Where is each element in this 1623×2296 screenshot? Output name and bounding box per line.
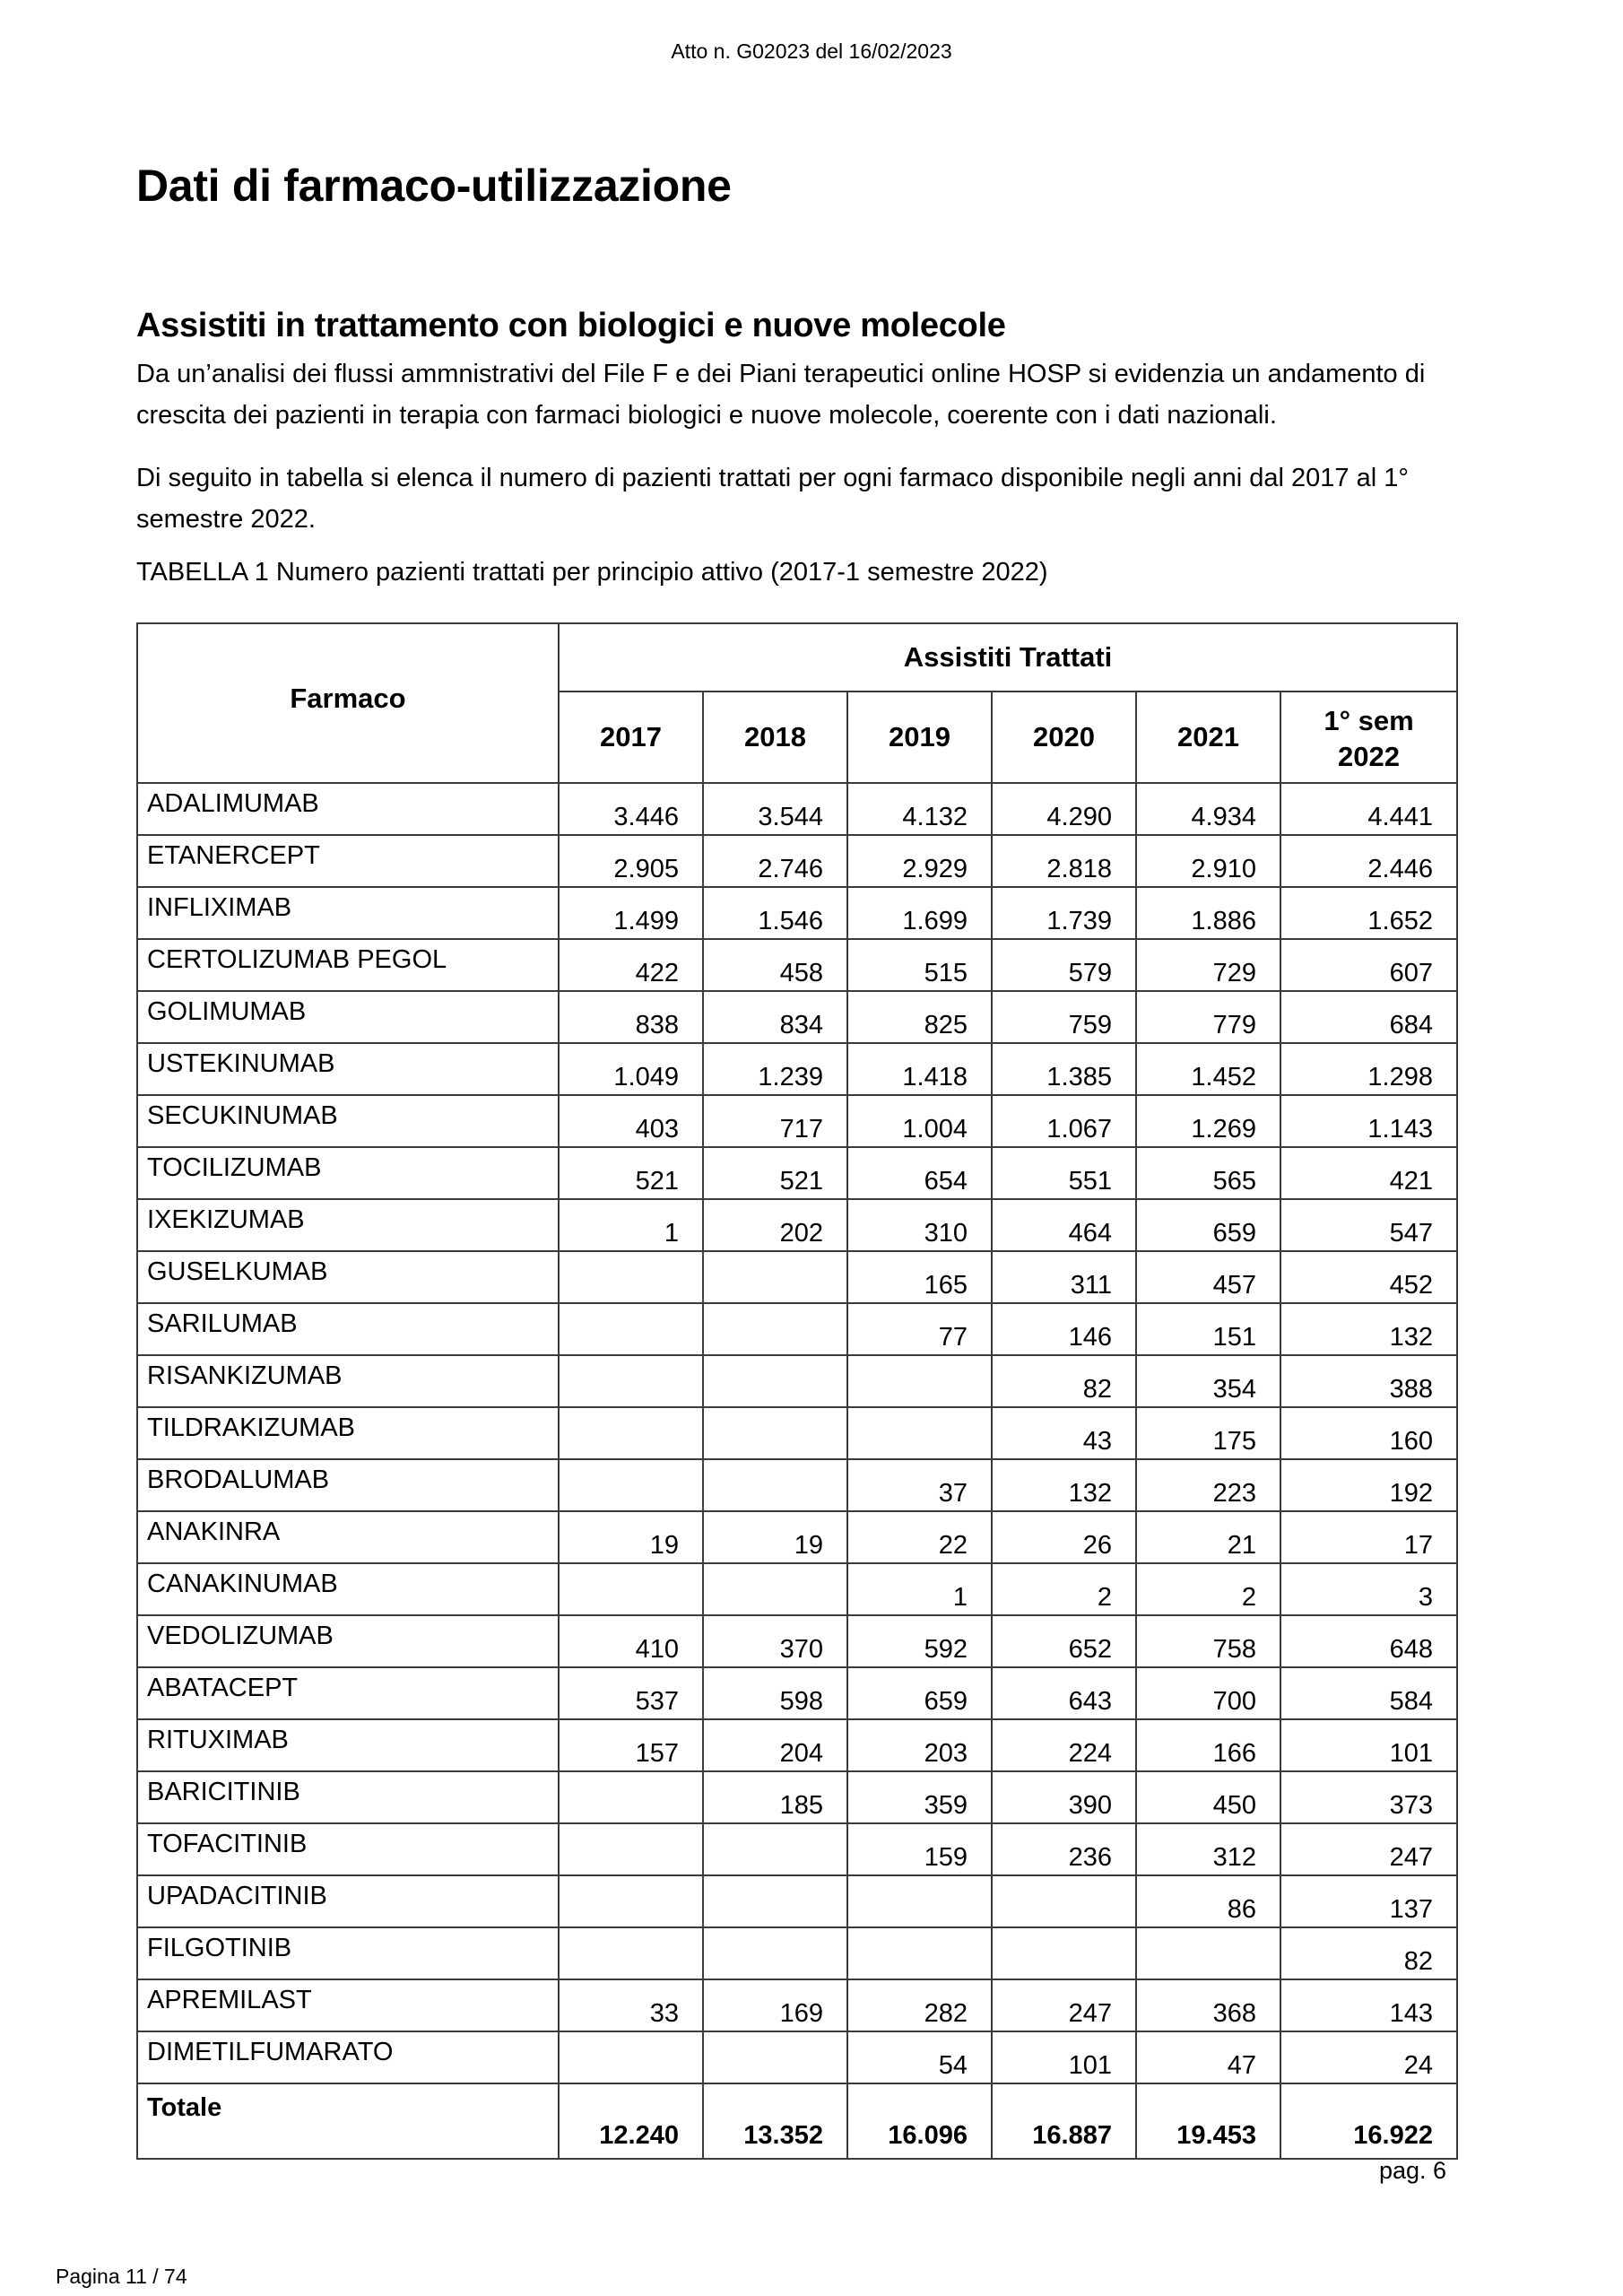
- table-row: [137, 1667, 1457, 1719]
- value-cell: [559, 1407, 703, 1459]
- value-cell: [847, 1927, 992, 1979]
- section-heading: Assistiti in trattamento con biologici e nuove molecole: [136, 307, 1006, 344]
- drug-name-cell: ETANERCEPT: [137, 835, 559, 887]
- table-row: [137, 1979, 1457, 2031]
- value-cell: 1.886: [1136, 887, 1280, 939]
- total-row: [137, 2083, 1457, 2159]
- value-cell: 659: [847, 1667, 992, 1719]
- value-cell: 1.004: [847, 1095, 992, 1147]
- value-cell: [559, 1355, 703, 1407]
- table-intro-paragraph: Di seguito in tabella si elenca il numero di pazienti trattati per ogni farmaco disponibile negli anni dal 2017 al 1° semestre 2022.: [136, 464, 1409, 534]
- drug-name-cell: CANAKINUMAB: [137, 1563, 559, 1615]
- value-cell: 101: [992, 2031, 1136, 2083]
- drug-name-cell: GOLIMUMAB: [137, 991, 559, 1043]
- value-cell: 132: [992, 1459, 1136, 1511]
- value-cell: [1136, 1927, 1280, 1979]
- table-row: [137, 2031, 1457, 2083]
- value-cell: 312: [1136, 1823, 1280, 1875]
- value-cell: 43: [992, 1407, 1136, 1459]
- table-row: [137, 1251, 1457, 1303]
- value-cell: [847, 1875, 992, 1927]
- value-cell: 521: [703, 1147, 847, 1199]
- drug-name-cell: APREMILAST: [137, 1979, 559, 2031]
- value-cell: 537: [559, 1667, 703, 1719]
- value-cell: 160: [1280, 1407, 1457, 1459]
- farmaco-header: Farmaco: [137, 623, 559, 783]
- value-cell: 547: [1280, 1199, 1457, 1251]
- value-cell: 169: [703, 1979, 847, 2031]
- table-row: [137, 1875, 1457, 1927]
- table-row: [137, 1199, 1457, 1251]
- value-cell: 659: [1136, 1199, 1280, 1251]
- value-cell: [559, 1771, 703, 1823]
- value-cell: 16.887: [992, 2083, 1136, 2159]
- value-cell: 2: [992, 1563, 1136, 1615]
- drug-name-cell: VEDOLIZUMAB: [137, 1615, 559, 1667]
- table-row: [137, 939, 1457, 991]
- table-row: [137, 1823, 1457, 1875]
- value-cell: 203: [847, 1719, 992, 1771]
- table-row: [137, 1563, 1457, 1615]
- year-header: 2021: [1136, 691, 1280, 783]
- value-cell: 19.453: [1136, 2083, 1280, 2159]
- year-header: 2018: [703, 691, 847, 783]
- value-cell: 410: [559, 1615, 703, 1667]
- value-cell: 204: [703, 1719, 847, 1771]
- value-cell: 1.652: [1280, 887, 1457, 939]
- value-cell: [703, 2031, 847, 2083]
- value-cell: [703, 1563, 847, 1615]
- value-cell: 684: [1280, 991, 1457, 1043]
- value-cell: 4.132: [847, 783, 992, 835]
- value-cell: 579: [992, 939, 1136, 991]
- value-cell: 551: [992, 1147, 1136, 1199]
- value-cell: 458: [703, 939, 847, 991]
- value-cell: 515: [847, 939, 992, 991]
- value-cell: 643: [992, 1667, 1136, 1719]
- drug-name-cell: IXEKIZUMAB: [137, 1199, 559, 1251]
- value-cell: 24: [1280, 2031, 1457, 2083]
- drug-name-cell: SECUKINUMAB: [137, 1095, 559, 1147]
- value-cell: [559, 2031, 703, 2083]
- value-cell: 648: [1280, 1615, 1457, 1667]
- table-row: [137, 783, 1457, 835]
- table-row: [137, 1407, 1457, 1459]
- value-cell: 1.067: [992, 1095, 1136, 1147]
- sem-year: 2022: [1338, 741, 1400, 772]
- value-cell: 1.739: [992, 887, 1136, 939]
- value-cell: 1.546: [703, 887, 847, 939]
- value-cell: [703, 1875, 847, 1927]
- value-cell: 17: [1280, 1511, 1457, 1563]
- drug-name-cell: TOCILIZUMAB: [137, 1147, 559, 1199]
- table-row: [137, 1719, 1457, 1771]
- value-cell: 373: [1280, 1771, 1457, 1823]
- value-cell: 421: [1280, 1147, 1457, 1199]
- value-cell: 2.905: [559, 835, 703, 887]
- value-cell: 137: [1280, 1875, 1457, 1927]
- value-cell: 4.934: [1136, 783, 1280, 835]
- table-row: [137, 1147, 1457, 1199]
- sem-label: 1° sem: [1324, 705, 1414, 736]
- value-cell: 1: [847, 1563, 992, 1615]
- value-cell: 584: [1280, 1667, 1457, 1719]
- value-cell: 132: [1280, 1303, 1457, 1355]
- value-cell: 247: [992, 1979, 1136, 2031]
- value-cell: 143: [1280, 1979, 1457, 2031]
- value-cell: 1.269: [1136, 1095, 1280, 1147]
- value-cell: 77: [847, 1303, 992, 1355]
- table-row: [137, 1511, 1457, 1563]
- value-cell: [847, 1355, 992, 1407]
- value-cell: 202: [703, 1199, 847, 1251]
- value-cell: 3: [1280, 1563, 1457, 1615]
- drug-name-cell: USTEKINUMAB: [137, 1043, 559, 1095]
- value-cell: [703, 1459, 847, 1511]
- value-cell: 834: [703, 991, 847, 1043]
- value-cell: 1.499: [559, 887, 703, 939]
- value-cell: [992, 1875, 1136, 1927]
- value-cell: 1.418: [847, 1043, 992, 1095]
- drug-name-cell: INFLIXIMAB: [137, 887, 559, 939]
- drug-name-cell: ANAKINRA: [137, 1511, 559, 1563]
- drug-name-cell: CERTOLIZUMAB PEGOL: [137, 939, 559, 991]
- value-cell: [703, 1823, 847, 1875]
- drug-name-cell: RISANKIZUMAB: [137, 1355, 559, 1407]
- value-cell: 464: [992, 1199, 1136, 1251]
- value-cell: [992, 1927, 1136, 1979]
- drug-name-cell: DIMETILFUMARATO: [137, 2031, 559, 2083]
- value-cell: 758: [1136, 1615, 1280, 1667]
- value-cell: 16.096: [847, 2083, 992, 2159]
- table-row: [137, 835, 1457, 887]
- table-row: [137, 1927, 1457, 1979]
- value-cell: [559, 1563, 703, 1615]
- value-cell: [559, 1823, 703, 1875]
- value-cell: 1.452: [1136, 1043, 1280, 1095]
- value-cell: 1.699: [847, 887, 992, 939]
- value-cell: 838: [559, 991, 703, 1043]
- value-cell: 236: [992, 1823, 1136, 1875]
- table-row: [137, 1355, 1457, 1407]
- value-cell: 607: [1280, 939, 1457, 991]
- drug-name-cell: TILDRAKIZUMAB: [137, 1407, 559, 1459]
- value-cell: 86: [1136, 1875, 1280, 1927]
- table-row: [137, 1771, 1457, 1823]
- value-cell: 390: [992, 1771, 1136, 1823]
- intro-paragraph: Da un’analisi dei flussi ammnistrativi del File F e dei Piani terapeutici online HOSP si evidenzia un andamento di crescita dei pazienti in terapia con farmaci biologici e nuove molecole, coerente con i dati nazionali.: [136, 360, 1426, 430]
- value-cell: [559, 1251, 703, 1303]
- value-cell: 101: [1280, 1719, 1457, 1771]
- value-cell: 16.922: [1280, 2083, 1457, 2159]
- value-cell: 598: [703, 1667, 847, 1719]
- value-cell: 654: [847, 1147, 992, 1199]
- value-cell: 368: [1136, 1979, 1280, 2031]
- table-row: [137, 991, 1457, 1043]
- value-cell: 311: [992, 1251, 1136, 1303]
- value-cell: 388: [1280, 1355, 1457, 1407]
- value-cell: [703, 1303, 847, 1355]
- value-cell: 12.240: [559, 2083, 703, 2159]
- table-body: [137, 783, 1457, 2159]
- value-cell: 457: [1136, 1251, 1280, 1303]
- value-cell: 354: [1136, 1355, 1280, 1407]
- value-cell: 82: [1280, 1927, 1457, 1979]
- value-cell: 2.746: [703, 835, 847, 887]
- drug-name-cell: BRODALUMAB: [137, 1459, 559, 1511]
- value-cell: 151: [1136, 1303, 1280, 1355]
- value-cell: 185: [703, 1771, 847, 1823]
- table-row: [137, 1303, 1457, 1355]
- value-cell: 2.818: [992, 835, 1136, 887]
- drug-name-cell: FILGOTINIB: [137, 1927, 559, 1979]
- value-cell: 175: [1136, 1407, 1280, 1459]
- value-cell: [559, 1459, 703, 1511]
- value-cell: [559, 1303, 703, 1355]
- drug-name-cell: ADALIMUMAB: [137, 783, 559, 835]
- drug-name-cell: Totale: [137, 2083, 559, 2159]
- year-header: 2020: [992, 691, 1136, 783]
- year-header: 2019: [847, 691, 992, 783]
- year-header-sem: [1280, 691, 1457, 783]
- drug-name-cell: GUSELKUMAB: [137, 1251, 559, 1303]
- value-cell: 3.446: [559, 783, 703, 835]
- value-cell: 565: [1136, 1147, 1280, 1199]
- value-cell: 652: [992, 1615, 1136, 1667]
- drug-name-cell: RITUXIMAB: [137, 1719, 559, 1771]
- value-cell: 26: [992, 1511, 1136, 1563]
- value-cell: 2.446: [1280, 835, 1457, 887]
- value-cell: 192: [1280, 1459, 1457, 1511]
- value-cell: 717: [703, 1095, 847, 1147]
- value-cell: 729: [1136, 939, 1280, 991]
- value-cell: 166: [1136, 1719, 1280, 1771]
- patients-table: [136, 622, 1458, 2160]
- value-cell: 82: [992, 1355, 1136, 1407]
- document-header: Atto n. G02023 del 16/02/2023: [671, 39, 952, 63]
- value-cell: 592: [847, 1615, 992, 1667]
- value-cell: 33: [559, 1979, 703, 2031]
- value-cell: 3.544: [703, 783, 847, 835]
- drug-name-cell: ABATACEPT: [137, 1667, 559, 1719]
- drug-name-cell: UPADACITINIB: [137, 1875, 559, 1927]
- table-row: [137, 1095, 1457, 1147]
- value-cell: 1.049: [559, 1043, 703, 1095]
- value-cell: 1.298: [1280, 1043, 1457, 1095]
- value-cell: 223: [1136, 1459, 1280, 1511]
- value-cell: 4.290: [992, 783, 1136, 835]
- value-cell: 700: [1136, 1667, 1280, 1719]
- value-cell: 1: [559, 1199, 703, 1251]
- value-cell: [703, 1927, 847, 1979]
- value-cell: 224: [992, 1719, 1136, 1771]
- value-cell: 452: [1280, 1251, 1457, 1303]
- value-cell: 22: [847, 1511, 992, 1563]
- table-row: [137, 887, 1457, 939]
- value-cell: 2.929: [847, 835, 992, 887]
- table-row: [137, 1615, 1457, 1667]
- table-caption: TABELLA 1 Numero pazienti trattati per principio attivo (2017-1 semestre 2022): [136, 558, 1048, 587]
- value-cell: 157: [559, 1719, 703, 1771]
- value-cell: 19: [559, 1511, 703, 1563]
- value-cell: 1.239: [703, 1043, 847, 1095]
- table-row: [137, 1459, 1457, 1511]
- value-cell: 19: [703, 1511, 847, 1563]
- page-number: pag. 6: [1379, 2157, 1447, 2184]
- drug-name-cell: SARILUMAB: [137, 1303, 559, 1355]
- value-cell: 54: [847, 2031, 992, 2083]
- page-title: Dati di farmaco-utilizzazione: [136, 161, 732, 211]
- value-cell: 1.385: [992, 1043, 1136, 1095]
- value-cell: [703, 1407, 847, 1459]
- value-cell: [559, 1927, 703, 1979]
- value-cell: 521: [559, 1147, 703, 1199]
- value-cell: [703, 1355, 847, 1407]
- assistiti-trattati-header: Assistiti Trattati: [559, 623, 1457, 691]
- value-cell: 310: [847, 1199, 992, 1251]
- value-cell: 4.441: [1280, 783, 1457, 835]
- value-cell: 779: [1136, 991, 1280, 1043]
- value-cell: 13.352: [703, 2083, 847, 2159]
- value-cell: 247: [1280, 1823, 1457, 1875]
- value-cell: [559, 1875, 703, 1927]
- value-cell: [847, 1407, 992, 1459]
- value-cell: 2.910: [1136, 835, 1280, 887]
- value-cell: 1.143: [1280, 1095, 1457, 1147]
- value-cell: 37: [847, 1459, 992, 1511]
- value-cell: 359: [847, 1771, 992, 1823]
- value-cell: 47: [1136, 2031, 1280, 2083]
- value-cell: 282: [847, 1979, 992, 2031]
- drug-name-cell: BARICITINIB: [137, 1771, 559, 1823]
- value-cell: 146: [992, 1303, 1136, 1355]
- value-cell: 450: [1136, 1771, 1280, 1823]
- value-cell: 21: [1136, 1511, 1280, 1563]
- value-cell: 825: [847, 991, 992, 1043]
- value-cell: 370: [703, 1615, 847, 1667]
- value-cell: 759: [992, 991, 1136, 1043]
- value-cell: [703, 1251, 847, 1303]
- pagina-counter: Pagina 11 / 74: [56, 2265, 187, 2288]
- value-cell: 403: [559, 1095, 703, 1147]
- value-cell: 165: [847, 1251, 992, 1303]
- value-cell: 422: [559, 939, 703, 991]
- year-header: 2017: [559, 691, 703, 783]
- value-cell: 159: [847, 1823, 992, 1875]
- drug-name-cell: TOFACITINIB: [137, 1823, 559, 1875]
- table-row: [137, 1043, 1457, 1095]
- value-cell: 2: [1136, 1563, 1280, 1615]
